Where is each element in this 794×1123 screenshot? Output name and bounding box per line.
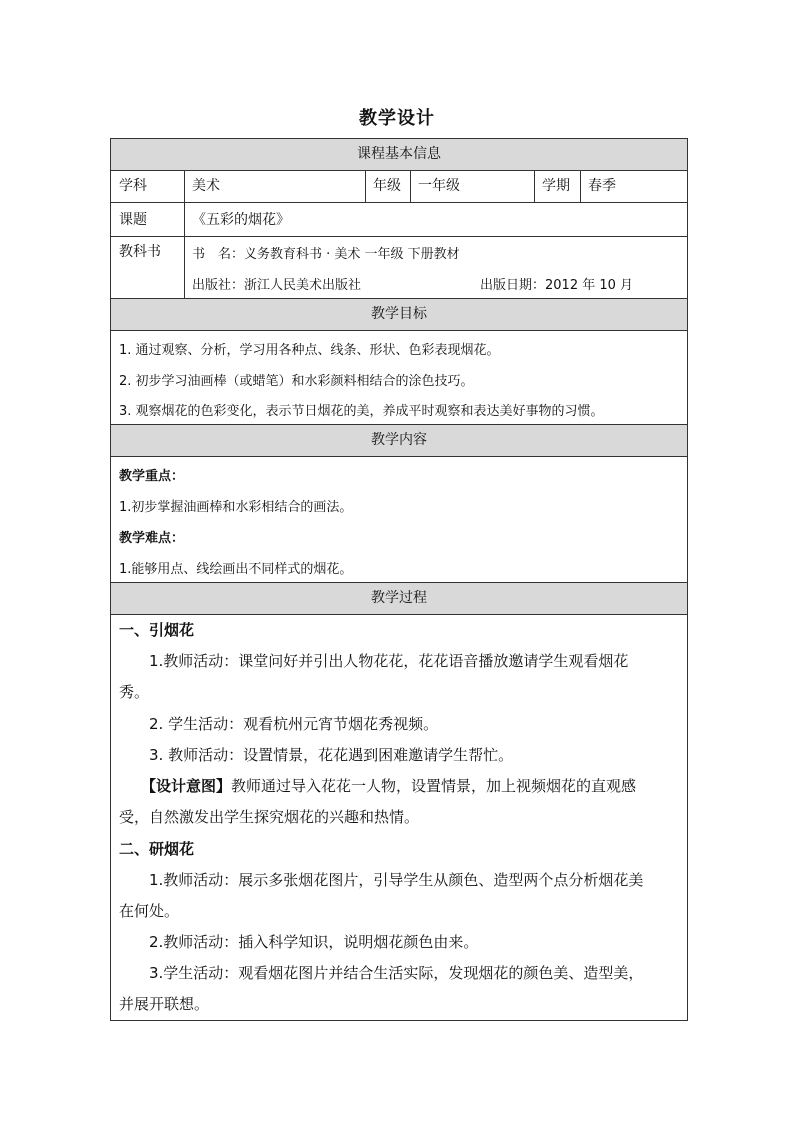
basic-info-header: 课程基本信息: [111, 139, 687, 171]
objective-item: 2. 初步学习油画棒（或蜡笔）和水彩颜料相结合的涂色技巧。: [119, 374, 474, 389]
design-intent: [141, 771, 636, 802]
process-body: [111, 615, 687, 1020]
lesson-label: 课题: [119, 212, 147, 228]
lesson-row: [111, 203, 687, 237]
grade-label: 年级: [373, 178, 401, 194]
grade-value: 一年级: [418, 178, 460, 194]
key-point-item: 1.初步掌握油画棒和水彩相结合的画法。: [119, 500, 353, 515]
process-header: 教学过程: [111, 583, 687, 615]
document-title: 教学设计: [359, 108, 435, 129]
process-paragraph: 秀。: [119, 683, 150, 701]
subject-label: 学科: [119, 178, 147, 194]
process-paragraph: 1.教师活动：展示多张烟花图片，引导学生从颜色、造型两个点分析烟花美: [149, 871, 644, 889]
textbook-label: 教科书: [119, 244, 161, 260]
objective-item: 1. 通过观察、分析，学习用各种点、线条、形状、色彩表现烟花。: [119, 343, 500, 358]
section-title: 一、引烟花: [119, 621, 195, 639]
objective-item: 3. 观察烟花的色彩变化，表示节日烟花的美，养成平时观察和表达美好事物的习惯。: [119, 404, 604, 419]
process-paragraph: 2. 学生活动：观看杭州元宵节烟花秀视频。: [149, 715, 439, 733]
difficulty-item: 1.能够用点、线绘画出不同样式的烟花。: [119, 562, 353, 577]
textbook-publisher: 出版社：浙江人民美术出版社: [192, 278, 362, 293]
section-title: 二、研烟花: [119, 840, 195, 858]
content-header: 教学内容: [111, 425, 687, 457]
difficulty-label: 教学难点：: [119, 531, 185, 546]
process-paragraph: 3. 教师活动：设置情景，花花遇到困难邀请学生帮忙。: [149, 746, 514, 764]
textbook-name: 书 名：义务教育科书 · 美术 一年级 下册教材: [192, 247, 460, 262]
content-body: [111, 457, 687, 583]
process-paragraph: 1.教师活动：课堂问好并引出人物花花，花花语音播放邀请学生观看烟花: [149, 652, 629, 670]
objectives-body: [111, 331, 687, 425]
design-intent-label: 【设计意图】: [141, 777, 232, 795]
objectives-header: 教学目标: [111, 299, 687, 331]
process-paragraph: 并展开联想。: [119, 995, 210, 1013]
textbook-row: [111, 237, 687, 299]
design-intent-text: 教师通过导入花花一人物，设置情景，加上视频烟花的直观感: [231, 777, 637, 795]
lesson-plan-table: [110, 138, 688, 1021]
subject-row: [111, 171, 687, 203]
key-points-label: 教学重点：: [119, 469, 185, 484]
process-paragraph: 在何处。: [119, 902, 180, 920]
lesson-value: 《五彩的烟花》: [192, 212, 290, 228]
process-paragraph: 受，自然激发出学生探究烟花的兴趣和热情。: [119, 808, 420, 826]
term-value: 春季: [588, 178, 616, 194]
process-paragraph: 3.学生活动：观看烟花图片并结合生活实际，发现烟花的颜色美、造型美，: [149, 964, 644, 982]
subject-value: 美术: [192, 178, 220, 194]
process-paragraph: 2.教师活动：插入科学知识，说明烟花颜色由来。: [149, 933, 479, 951]
textbook-pub-date: 出版日期：2012 年 10 月: [480, 278, 634, 293]
term-label: 学期: [542, 178, 570, 194]
